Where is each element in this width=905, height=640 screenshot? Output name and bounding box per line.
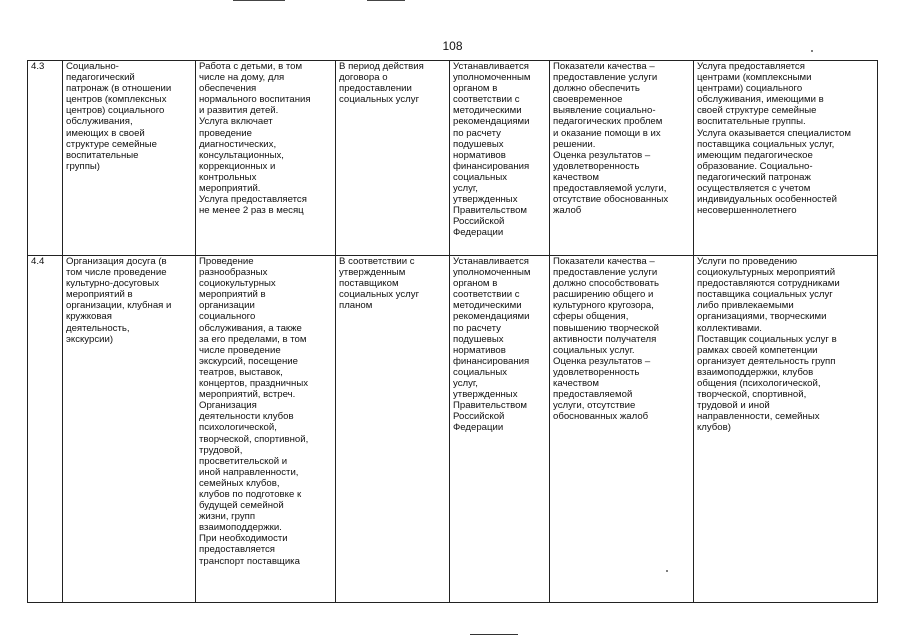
service-name-cell: Организация досуга (в том числе проведение культурно-досуговых мероприятий в организации, клубная и кружковая деятельность, экскурсии)	[63, 256, 196, 603]
per-capita-norm-cell: Устанавливается уполномоченным органом в соответствии с методическими рекомендациями по расчету подушевых нормативов финансирования социальных услуг, утвержденных Правительством Российской Федерации	[450, 61, 550, 256]
service-content-cell: Проведение разнообразных социокультурных мероприятий в организации социального обслуживания, а также за его пределами, в том числе проведение экскурсий, посещение театров, выставок, концертов, праздничных мероприятий, встреч. Организация деятельности клубов психологической, творческой, спортивной, трудовой, просветительской и иной направленности, семейных клубов, клубов по подготовке к будущей семейной жизни, групп взаимоподдержки. При необходимости предоставляется транспорт поставщика	[196, 256, 336, 603]
scan-artifact-line-left	[233, 0, 285, 1]
scan-dot	[811, 50, 813, 52]
page-number: 108	[442, 39, 463, 53]
service-term-cell: В соответствии с утвержденным поставщиком социальных услуг планом	[336, 256, 450, 603]
row-number: 4.4	[28, 256, 63, 603]
service-term-cell: В период действия договора о предоставлении социальных услуг	[336, 61, 450, 256]
service-content-cell: Работа с детьми, в том числе на дому, для обеспечения нормального воспитания и развития детей. Услуга включает проведение диагностических, консультационных, коррекционных и контрольных мероприятий. Услуга предоставляется не менее 2 раз в месяц	[196, 61, 336, 256]
service-name-cell: Социально- педагогический патронаж (в отношении центров (комплексных центров) социального обслуживания, имеющих в своей структуре семейные воспитательные группы)	[63, 61, 196, 256]
table-row	[28, 256, 878, 603]
quality-indicators-cell: Показатели качества – предоставление услуги должно способствовать расширению общего и культурного кругозора, сферы общения, повышению творческой активности получателя социальных услуг. Оценка результатов – удовлетворенность качеством предоставляемой услуги, отсутствие обоснованных жалоб	[550, 256, 694, 603]
row-number: 4.3	[28, 61, 63, 256]
table-row	[28, 61, 878, 256]
service-conditions-cell: Услуга предоставляется центрами (комплексными центрами) социального обслуживания, имеющими в своей структуре семейные воспитательные группы. Услуга оказывается специалистом поставщика социальных услуг, имеющим педагогическое образование. Социально- педагогический патронаж осуществляется с учетом индивидуальных особенностей несовершеннолетнего	[694, 61, 878, 256]
services-table	[27, 60, 878, 603]
service-conditions-cell: Услуги по проведению социокультурных мероприятий предоставляются сотрудниками поставщика социальных услуг либо привлекаемыми организациями, творческими коллективами. Поставщик социальных услуг в рамках своей компетенции организует деятельность групп взаимоподдержки, клубов общения (психологической, творческой, спортивной, трудовой и иной направленности, семейных клубов)	[694, 256, 878, 603]
scan-artifact-line-bottom	[470, 634, 518, 635]
per-capita-norm-cell: Устанавливается уполномоченным органом в соответствии с методическими рекомендациями по расчету подушевых нормативов финансирования социальных услуг, утвержденных Правительством Российской Федерации	[450, 256, 550, 603]
scan-artifact-line-right	[367, 0, 405, 1]
quality-indicators-cell: Показатели качества – предоставление услуги должно обеспечить своевременное выявление социально- педагогических проблем и оказание помощи в их решении. Оценка результатов – удовлетворенность качеством предоставляемой услуги, отсутствие обоснованных жалоб	[550, 61, 694, 256]
